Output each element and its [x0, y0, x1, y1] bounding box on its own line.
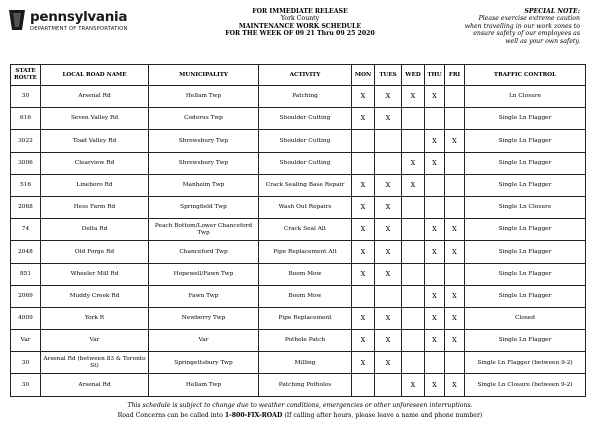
wed-cell	[402, 108, 425, 130]
penndot-logo	[6, 6, 136, 44]
special-note-line: well as your own safety.	[505, 37, 580, 45]
activity-cell: Wash Out Repairs	[259, 196, 352, 218]
route-cell: 2068	[11, 196, 41, 218]
col-state-route: STATE ROUTE	[11, 65, 41, 86]
wed-cell	[402, 330, 425, 352]
traffic-cell: Single Ln Closure	[465, 196, 586, 218]
wed-cell	[402, 352, 425, 374]
table-row	[11, 307, 586, 329]
tues-cell	[375, 130, 402, 152]
col-tues: TUES	[375, 65, 402, 86]
municipality-cell: Springettsbury Twp	[149, 352, 259, 374]
route-cell: 616	[11, 108, 41, 130]
wed-cell	[402, 219, 425, 241]
activity-cell: Boom Mow	[259, 263, 352, 285]
table-row	[11, 352, 586, 374]
mon-cell: X	[352, 86, 375, 108]
road-cell: Lineboro Rd	[41, 174, 149, 196]
route-cell: 30	[11, 374, 41, 396]
traffic-cell: Closed	[465, 307, 586, 329]
col-thu: THU	[425, 65, 445, 86]
thu-cell: X	[425, 307, 445, 329]
municipality-cell: Manheim Twp	[149, 174, 259, 196]
table-row	[11, 374, 586, 396]
contact-suffix: (If calling after hours, please leave a name and phone number)	[284, 412, 483, 419]
fri-cell: X	[445, 374, 465, 396]
county-name: York County	[280, 15, 320, 23]
fri-cell	[445, 263, 465, 285]
activity-cell: Pipe Replacement Alt	[259, 241, 352, 263]
mon-cell: X	[352, 330, 375, 352]
traffic-cell: Single Ln Flagger	[465, 108, 586, 130]
col-local-road-name: LOCAL ROAD NAME	[41, 65, 149, 86]
traffic-cell: Single Ln Flagger	[465, 263, 586, 285]
road-cell: Wheeler Mill Rd	[41, 263, 149, 285]
tues-cell: X	[375, 219, 402, 241]
tues-cell: X	[375, 86, 402, 108]
col-municipality: MUNICIPALITY	[149, 65, 259, 86]
activity-cell: Shoulder Cutting	[259, 130, 352, 152]
fri-cell: X	[445, 130, 465, 152]
schedule-rows	[11, 86, 586, 397]
municipality-cell: Var	[149, 330, 259, 352]
route-cell: 30	[11, 352, 41, 374]
route-cell: Var	[11, 330, 41, 352]
wed-cell	[402, 285, 425, 307]
traffic-cell: Ln Closure	[465, 86, 586, 108]
contact-line	[0, 412, 600, 419]
table-row	[11, 174, 586, 196]
fri-cell: X	[445, 330, 465, 352]
tues-cell: X	[375, 196, 402, 218]
wed-cell	[402, 241, 425, 263]
activity-cell: Crack Seal Alt	[259, 219, 352, 241]
municipality-cell: Springfield Twp	[149, 196, 259, 218]
road-cell: Arsenal Rd	[41, 374, 149, 396]
tues-cell: X	[375, 263, 402, 285]
mon-cell	[352, 152, 375, 174]
tues-cell	[375, 374, 402, 396]
activity-cell: Milling	[259, 352, 352, 374]
activity-cell: Boom Mow	[259, 285, 352, 307]
fri-cell	[445, 174, 465, 196]
thu-cell: X	[425, 241, 445, 263]
activity-cell: Crack Sealing Base Repair	[259, 174, 352, 196]
road-cell: Old Forge Rd	[41, 241, 149, 263]
schedule-disclaimer: This schedule is subject to change due to weather conditions, emergencies or other unforeseen interruptions.	[127, 402, 473, 409]
wed-cell	[402, 307, 425, 329]
special-note-line: Please exercise extreme caution	[478, 15, 580, 23]
road-cell: York R	[41, 307, 149, 329]
traffic-cell: Single Ln Flagger	[465, 174, 586, 196]
fri-cell: X	[445, 219, 465, 241]
col-activity: ACTIVITY	[259, 65, 352, 86]
work-schedule-table	[10, 64, 586, 397]
mon-cell: X	[352, 219, 375, 241]
wed-cell: X	[402, 374, 425, 396]
col-mon: MON	[352, 65, 375, 86]
thu-cell: X	[425, 152, 445, 174]
traffic-cell: Single Ln Flagger	[465, 219, 586, 241]
tues-cell: X	[375, 307, 402, 329]
table-row	[11, 152, 586, 174]
table-row	[11, 108, 586, 130]
tues-cell: X	[375, 241, 402, 263]
road-concerns-phone: 1-800-FIX-ROAD	[224, 412, 283, 419]
logo-name: pennsylvania	[30, 9, 128, 25]
keystone-icon	[8, 9, 26, 31]
municipality-cell: Fawn Twp	[149, 285, 259, 307]
wed-cell	[402, 196, 425, 218]
activity-cell: Pipe Replacement	[259, 307, 352, 329]
road-cell: Seven Valley Rd	[41, 108, 149, 130]
special-note	[430, 8, 580, 45]
table-row	[11, 130, 586, 152]
activity-cell: Patching Potholes	[259, 374, 352, 396]
schedule-title: MAINTENANCE WORK SCHEDULE	[238, 22, 362, 30]
activity-cell: Shoulder Cutting	[259, 152, 352, 174]
mon-cell	[352, 374, 375, 396]
route-cell: 4009	[11, 307, 41, 329]
activity-cell: Patching	[259, 86, 352, 108]
fri-cell: X	[445, 241, 465, 263]
route-cell: 74	[11, 219, 41, 241]
road-cell: Hess Farm Rd	[41, 196, 149, 218]
thu-cell: X	[425, 86, 445, 108]
road-cell: Arsenal Rd (between 83 & Toronto St)	[41, 352, 149, 374]
road-cell: Var	[41, 330, 149, 352]
mon-cell: X	[352, 196, 375, 218]
road-cell: Muddy Creek Rd	[41, 285, 149, 307]
mon-cell: X	[352, 263, 375, 285]
road-cell: Delta Rd	[41, 219, 149, 241]
municipality-cell: Hopewell/Fawn Twp	[149, 263, 259, 285]
thu-cell	[425, 263, 445, 285]
thu-cell: X	[425, 330, 445, 352]
special-note-line: ensure safety of our employees as	[473, 30, 580, 38]
activity-cell: Pothole Patch	[259, 330, 352, 352]
route-cell: 3022	[11, 130, 41, 152]
municipality-cell: Hellam Twp	[149, 374, 259, 396]
municipality-cell: Shrewsbury Twp	[149, 152, 259, 174]
municipality-cell: Shrewsbury Twp	[149, 130, 259, 152]
table-row	[11, 330, 586, 352]
route-cell: 2048	[11, 241, 41, 263]
col-fri: FRI	[445, 65, 465, 86]
fri-cell: X	[445, 307, 465, 329]
route-cell: 2069	[11, 285, 41, 307]
fri-cell	[445, 152, 465, 174]
table-row	[11, 219, 586, 241]
traffic-cell: Single Ln Flagger	[465, 130, 586, 152]
traffic-cell: Single Ln Flagger	[465, 241, 586, 263]
traffic-cell: Single Ln Flagger	[465, 152, 586, 174]
tues-cell: X	[375, 352, 402, 374]
municipality-cell: Hellam Twp	[149, 86, 259, 108]
contact-prefix: Road Concerns can be called into	[117, 412, 223, 419]
table-header-row	[11, 65, 586, 86]
thu-cell	[425, 196, 445, 218]
route-cell: 516	[11, 174, 41, 196]
release-header	[200, 8, 400, 38]
table-row	[11, 86, 586, 108]
special-note-title: SPECIAL NOTE:	[524, 8, 580, 15]
table-row	[11, 285, 586, 307]
fri-cell	[445, 108, 465, 130]
tues-cell: X	[375, 108, 402, 130]
road-cell: Arsenal Rd	[41, 86, 149, 108]
thu-cell	[425, 352, 445, 374]
thu-cell: X	[425, 285, 445, 307]
mon-cell	[352, 285, 375, 307]
wed-cell: X	[402, 174, 425, 196]
mon-cell: X	[352, 241, 375, 263]
wed-cell: X	[402, 86, 425, 108]
municipality-cell: Codorus Twp	[149, 108, 259, 130]
mon-cell: X	[352, 352, 375, 374]
fri-cell	[445, 86, 465, 108]
fri-cell	[445, 196, 465, 218]
mon-cell: X	[352, 108, 375, 130]
thu-cell: X	[425, 374, 445, 396]
thu-cell	[425, 174, 445, 196]
tues-cell: X	[375, 330, 402, 352]
traffic-cell: Single Ln Flagger	[465, 330, 586, 352]
table-row	[11, 241, 586, 263]
traffic-cell: Single Ln Flagger	[465, 285, 586, 307]
route-cell: 3006	[11, 152, 41, 174]
thu-cell	[425, 108, 445, 130]
municipality-cell: Chanceford Twp	[149, 241, 259, 263]
thu-cell: X	[425, 130, 445, 152]
tues-cell	[375, 285, 402, 307]
wed-cell	[402, 130, 425, 152]
fri-cell	[445, 352, 465, 374]
route-cell: 851	[11, 263, 41, 285]
activity-cell: Shoulder Cutting	[259, 108, 352, 130]
municipality-cell: Peach Bottom/Lower Chanceford Twp	[149, 219, 259, 241]
municipality-cell: Newberry Twp	[149, 307, 259, 329]
schedule-week: FOR THE WEEK OF 09 21 Thru 09 25 2020	[225, 30, 375, 38]
table-row	[11, 263, 586, 285]
col-wed: WED	[402, 65, 425, 86]
thu-cell: X	[425, 219, 445, 241]
road-cell: Clearview Rd	[41, 152, 149, 174]
mon-cell: X	[352, 307, 375, 329]
wed-cell	[402, 263, 425, 285]
traffic-cell: Single Ln Closure (between 9-2)	[465, 374, 586, 396]
fri-cell: X	[445, 285, 465, 307]
route-cell: 30	[11, 86, 41, 108]
special-note-line: when travelling in our work zones to	[464, 22, 580, 30]
logo-department: DEPARTMENT OF TRANSPORTATION	[30, 26, 128, 32]
mon-cell	[352, 130, 375, 152]
release-label: FOR IMMEDIATE RELEASE	[252, 8, 348, 15]
col-traffic-control: TRAFFIC CONTROL	[465, 65, 586, 86]
tues-cell	[375, 152, 402, 174]
wed-cell: X	[402, 152, 425, 174]
table-row	[11, 196, 586, 218]
traffic-cell: Single Ln Flagger (between 9-2)	[465, 352, 586, 374]
road-cell: Toad Valley Rd	[41, 130, 149, 152]
tues-cell: X	[375, 174, 402, 196]
mon-cell: X	[352, 174, 375, 196]
